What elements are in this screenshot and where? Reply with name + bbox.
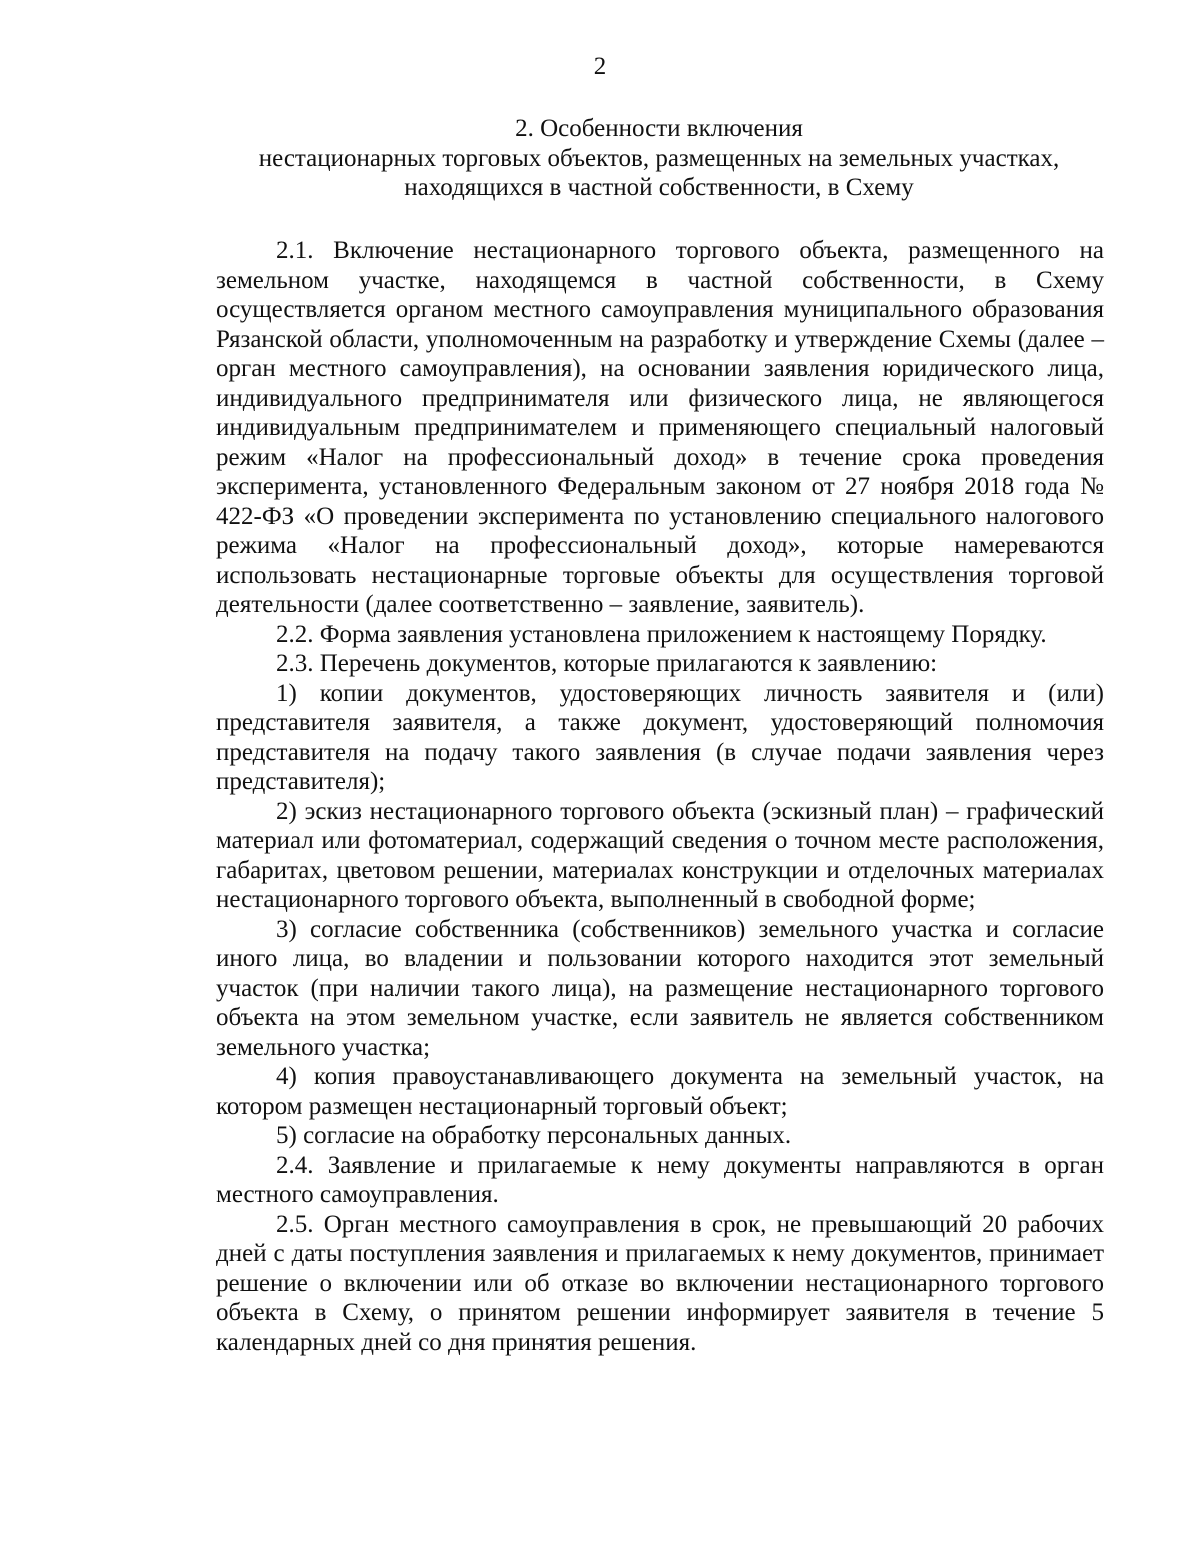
paragraph-2-2: 2.2. Форма заявления установлена приложением к настоящему Порядку. <box>276 620 1047 648</box>
paragraph-2-3: 2.3. Перечень документов, которые прилагаются к заявлению: <box>276 650 938 677</box>
section-heading <box>215 114 1103 203</box>
section-heading-line-2: нестационарных торговых объектов, размещенных на земельных участках, <box>258 144 1060 172</box>
list-item-5: 5) согласие на обработку персональных данных. <box>276 1122 792 1149</box>
paragraph-2-4: 2.4. Заявление и прилагаемые к нему документы направляются в орган местного самоуправления. <box>216 1151 1104 1208</box>
page-number: 2 <box>593 53 607 80</box>
document-body <box>216 236 1104 1357</box>
list-item-2: 2) эскиз нестационарного торгового объекта (эскизный план) – графический материал или фотоматериал, содержащий сведения о точном месте расположения, габаритах, цветовом решении, материалах конструкции и отделочных материалах нестационарного торгового объекта, выполненный в свободной форме; <box>216 797 1104 913</box>
list-item-3: 3) согласие собственника (собственников) земельного участка и согласие иного лица, во владении и пользовании которого находится этот земельный участок (при наличии такого лица), на размещение нестационарного торгового объекта на этом земельном участке, если заявитель не является собственником земельного участка; <box>216 915 1104 1061</box>
list-item-1: 1) копии документов, удостоверяющих личность заявителя и (или) представителя заявителя, а также документ, удостоверяющий полномочия представителя на подачу такого заявления (в случае подачи заявления через представителя); <box>216 679 1104 795</box>
paragraph-2-1: 2.1. Включение нестационарного торгового объекта, размещенного на земельном участке, находящемся в частной собственности, в Схему осуществляется органом местного самоуправления муниципального образования Рязанской области, уполномоченным на разработку и утверждение Схемы (далее – орган местного самоуправления), на основании заявления юридического лица, индивидуального предпринимателя или физического лица, не являющегося индивидуальным предпринимателем и применяющего специальный налоговый режим «Налог на профессиональный доход» в течение срока проведения эксперимента, установленного Федеральным законом от 27 ноября 2018 года № 422-ФЗ «О проведении эксперимента по установлению специального налогового режима «Налог на профессиональный доход», которые намереваются использовать нестационарные торговые объекты для осуществления торговой деятельности (далее соответственно – заявление, заявитель). <box>216 237 1104 618</box>
section-heading-line-3: находящихся в частной собственности, в Схему <box>404 174 914 201</box>
list-item-4: 4) копия правоустанавливающего документа на земельный участок, на котором размещен нестационарный торговый объект; <box>216 1063 1104 1120</box>
paragraph-2-5: 2.5. Орган местного самоуправления в срок, не превышающий 20 рабочих дней с даты поступления заявления и прилагаемых к нему документов, принимает решение о включении или об отказе во включении нестационарного торгового объекта в Схему, о принятом решении информирует заявителя в течение 5 календарных дней со дня принятия решения. <box>216 1210 1104 1356</box>
section-heading-line-1: 2. Особенности включения <box>515 115 803 142</box>
